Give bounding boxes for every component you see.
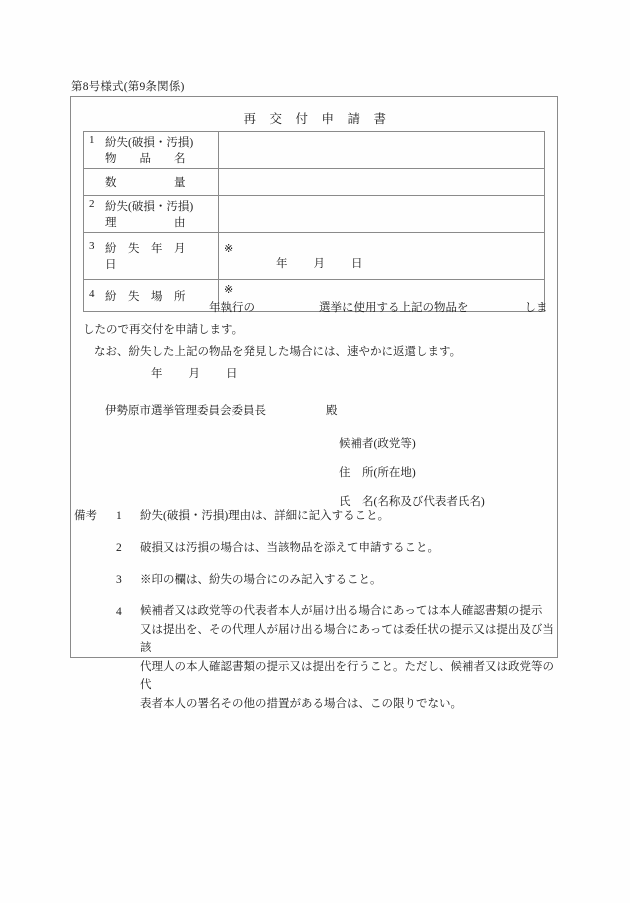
table-row-reason (84, 196, 545, 233)
row-value-quantity[interactable] (219, 169, 545, 196)
form-number-label: 第8号様式(第9条関係) (71, 81, 185, 93)
remark-item-3 (74, 570, 554, 591)
document-title: 再 交 付 申 請 書 (243, 112, 387, 126)
row-value-loss-date[interactable] (219, 233, 545, 280)
remark-item-2 (74, 538, 554, 559)
election-year-text: 年執行の (209, 302, 255, 314)
row-label-line2-4: 紛 失 年 月 日 (105, 243, 197, 271)
remark-number-4: 4 (116, 606, 122, 618)
remark-text-3: ※印の欄は、紛失の場合にのみ記入すること。 (140, 574, 382, 586)
application-sentence-line3: なお、紛失した上記の物品を発見した場合には、速やかに返還します。 (94, 346, 462, 358)
remark-text-4-line1: 候補者又は政党等の代表者本人が届け出る場合にあっては本人確認書類の提示 (140, 605, 543, 617)
application-sentence-line2: したので再交付を申請します。 (83, 324, 244, 336)
row-label-loss-date (84, 233, 219, 280)
addressee-line (83, 385, 545, 422)
loss-date-month: 月 (313, 257, 325, 270)
remark-number-1: 1 (116, 510, 122, 522)
addressee-honorific: 殿 (326, 405, 338, 417)
remark-text-4-line3: 代理人の本人確認書類の提示又は提出を行うこと。ただし、候補者又は政党等の代 (140, 660, 554, 691)
row-label-line2-3: 理 由 (105, 217, 186, 229)
row-value-item-name[interactable] (219, 132, 545, 169)
remark-text-4 (140, 602, 554, 713)
form-outer-frame (70, 96, 558, 710)
signature-block (83, 422, 545, 517)
application-sentence-line1 (83, 297, 548, 319)
signature-address[interactable]: 住 所(所在地) (339, 467, 416, 479)
remark-number-2: 2 (116, 542, 122, 554)
row-label-line2-2: 数 量 (105, 177, 186, 189)
remarks-section (74, 506, 554, 724)
lost-item-table (83, 131, 545, 312)
row-number-1: 1 (89, 134, 95, 146)
remark-text-4-line4: 表者本人の署名その他の措置がある場合は、この限りでない。 (140, 697, 462, 710)
row-label-line1-3: 紛失(破損・汚損) (105, 201, 194, 213)
application-tail-text: しま (524, 302, 548, 314)
loss-date-day: 日 (351, 257, 363, 270)
app-date-day: 日 (226, 368, 238, 380)
remark-text-2: 破損又は汚損の場合は、当該物品を添えて申請すること。 (140, 542, 439, 554)
row-number-2: 2 (89, 198, 95, 210)
remark-text-4-line2: 又は提出を、その代理人が届け出る場合にあっては委任状の提示又は提出及び当該 (140, 623, 554, 654)
row-label-item-name (84, 132, 219, 169)
table-row-item-name (84, 132, 545, 169)
row-value-reason[interactable] (219, 196, 545, 233)
application-date-line (83, 363, 545, 385)
row-label-reason (84, 196, 219, 233)
remark-text-1: 紛失(破損・汚損)理由は、詳細に記入すること。 (140, 510, 390, 522)
remark-item-1 (74, 506, 554, 527)
row-label-line1-1: 紛失(破損・汚損) (105, 137, 194, 149)
remarks-label: 備考 (74, 510, 97, 522)
addressee-name: 伊勢原市選挙管理委員会委員長 (105, 405, 266, 417)
application-body (83, 297, 548, 517)
row-number-4: 4 (89, 287, 95, 300)
signature-name[interactable]: 氏 名(名称及び代表者氏名) (339, 496, 485, 508)
row-number-3: 3 (89, 240, 95, 252)
reference-mark-place: ※ (224, 284, 234, 296)
loss-date-year: 年 (276, 257, 288, 270)
table-row-quantity (84, 169, 545, 196)
remark-item-4 (74, 602, 554, 713)
reference-mark-date: ※ (224, 242, 234, 255)
row-label-quantity (84, 169, 219, 196)
app-date-month: 月 (188, 368, 200, 380)
row-label-line2-1: 物 品 名 (105, 153, 186, 165)
table-row-loss-date (84, 233, 545, 280)
signature-candidate[interactable]: 候補者(政党等) (339, 438, 416, 450)
election-usage-text: 選挙に使用する上記の物品を (319, 302, 469, 314)
app-date-year: 年 (151, 368, 163, 380)
remark-number-3: 3 (116, 574, 122, 586)
row-label-line2-5: 紛 失 場 所 (105, 290, 186, 303)
